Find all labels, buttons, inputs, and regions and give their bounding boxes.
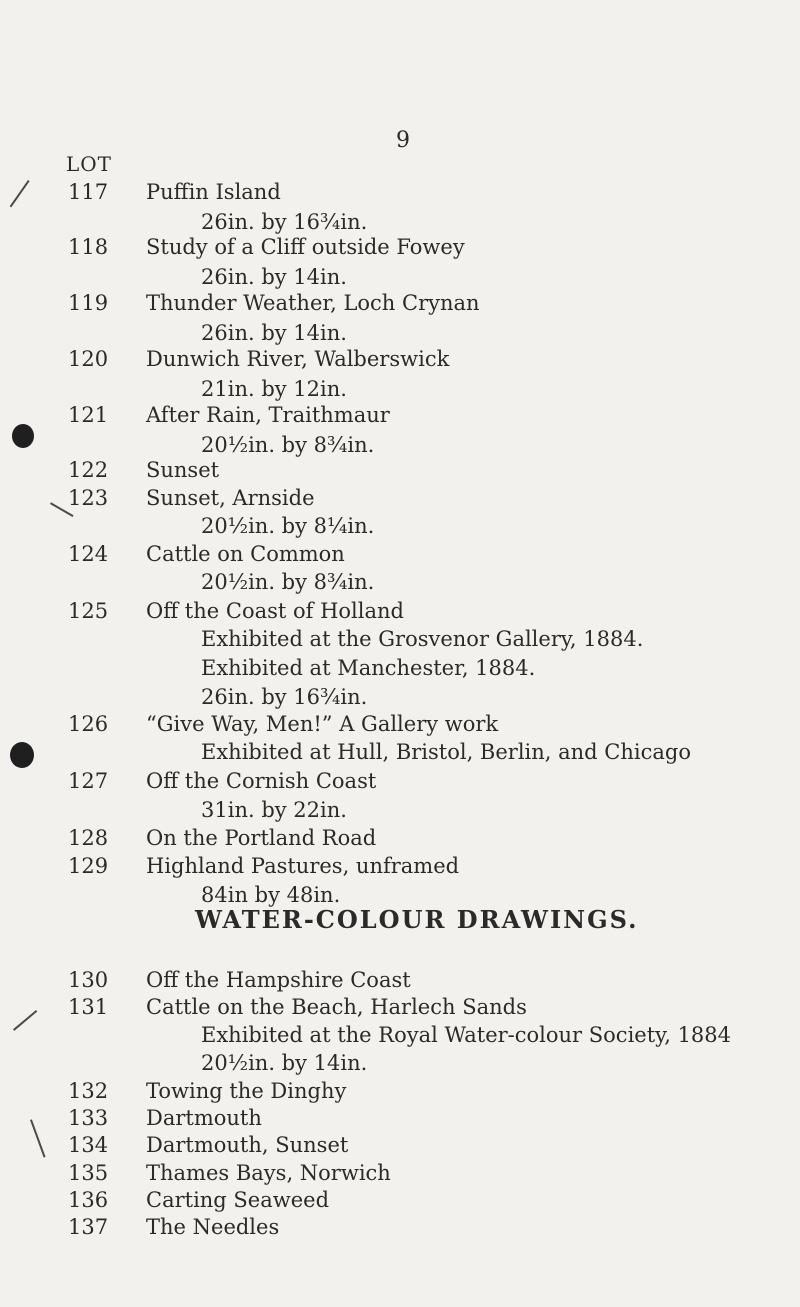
lot-title: Off the Cornish Coast: [146, 769, 377, 793]
lot-detail: 84in by 48in.: [201, 883, 341, 907]
lot-number: 131: [68, 995, 109, 1019]
lot-detail: 26in. by 16¾in.: [201, 210, 368, 234]
lot-title: Towing the Dinghy: [146, 1079, 347, 1103]
lot-number: 118: [68, 235, 109, 259]
lot-detail: 26in. by 14in.: [201, 265, 347, 289]
lot-number: 132: [68, 1079, 109, 1103]
lot-title: Study of a Cliff outside Fowey: [146, 235, 465, 259]
lot-number: 130: [68, 968, 109, 992]
lot-title: Carting Seaweed: [146, 1188, 330, 1212]
lot-number: 119: [68, 291, 109, 315]
lot-detail: 31in. by 22in.: [201, 798, 347, 822]
lot-title: The Needles: [146, 1215, 280, 1239]
lot-title: Thames Bays, Norwich: [146, 1161, 391, 1185]
lot-title: Off the Hampshire Coast: [146, 968, 411, 992]
lot-title: Off the Coast of Holland: [146, 599, 404, 623]
margin-pen-stroke: [10, 180, 30, 207]
lot-title: On the Portland Road: [146, 826, 377, 850]
lot-number: 126: [68, 712, 109, 736]
lot-number: 135: [68, 1161, 109, 1185]
lot-number: 124: [68, 542, 109, 566]
lot-number: 129: [68, 854, 109, 878]
lot-detail: 20½in. by 8¾in.: [201, 570, 375, 594]
lot-number: 122: [68, 458, 109, 482]
lot-number: 125: [68, 599, 109, 623]
margin-ink-blot: [10, 742, 34, 768]
lot-number: 127: [68, 769, 109, 793]
lot-title: “Give Way, Men!” A Gallery work: [146, 712, 499, 736]
section-heading: WATER-COLOUR DRAWINGS.: [195, 905, 639, 934]
lot-detail: 20½in. by 14in.: [201, 1051, 368, 1075]
lot-title: Puffin Island: [146, 180, 281, 204]
lot-detail: 21in. by 12in.: [201, 377, 347, 401]
lot-detail: Exhibited at Hull, Bristol, Berlin, and Chicago: [201, 740, 691, 764]
lot-detail: Exhibited at the Royal Water-colour Society, 1884: [201, 1023, 732, 1047]
lot-title: Cattle on the Beach, Harlech Sands: [146, 995, 527, 1019]
lot-title: Dunwich River, Walberswick: [146, 347, 450, 371]
lot-title: Highland Pastures, unframed: [146, 854, 460, 878]
lot-detail: 20½in. by 8¾in.: [201, 433, 375, 457]
margin-pen-stroke: [30, 1119, 46, 1157]
lot-number: 137: [68, 1215, 109, 1239]
lot-title: Thunder Weather, Loch Crynan: [146, 291, 480, 315]
lot-title: Dartmouth, Sunset: [146, 1133, 349, 1157]
lot-number: 133: [68, 1106, 109, 1130]
lot-title: Dartmouth: [146, 1106, 262, 1130]
lot-column-header: LOT: [66, 152, 113, 176]
lot-detail: 20½in. by 8¼in.: [201, 514, 375, 538]
lot-detail: 26in. by 14in.: [201, 321, 347, 345]
lot-title: Sunset: [146, 458, 220, 482]
lot-detail: 26in. by 16¾in.: [201, 685, 368, 709]
margin-ink-blot: [12, 424, 34, 448]
lot-number: 128: [68, 826, 109, 850]
lot-number: 120: [68, 347, 109, 371]
lot-number: 134: [68, 1133, 109, 1157]
lot-title: Cattle on Common: [146, 542, 345, 566]
lot-title: After Rain, Traithmaur: [146, 403, 390, 427]
lot-detail: Exhibited at the Grosvenor Gallery, 1884.: [201, 627, 644, 651]
lot-number: 136: [68, 1188, 109, 1212]
page-number: 9: [396, 128, 410, 153]
lot-number: 123: [68, 486, 109, 510]
lot-number: 117: [68, 180, 109, 204]
margin-pen-stroke: [13, 1010, 37, 1031]
lot-detail: Exhibited at Manchester, 1884.: [201, 656, 536, 680]
lot-number: 121: [68, 403, 109, 427]
lot-title: Sunset, Arnside: [146, 486, 315, 510]
